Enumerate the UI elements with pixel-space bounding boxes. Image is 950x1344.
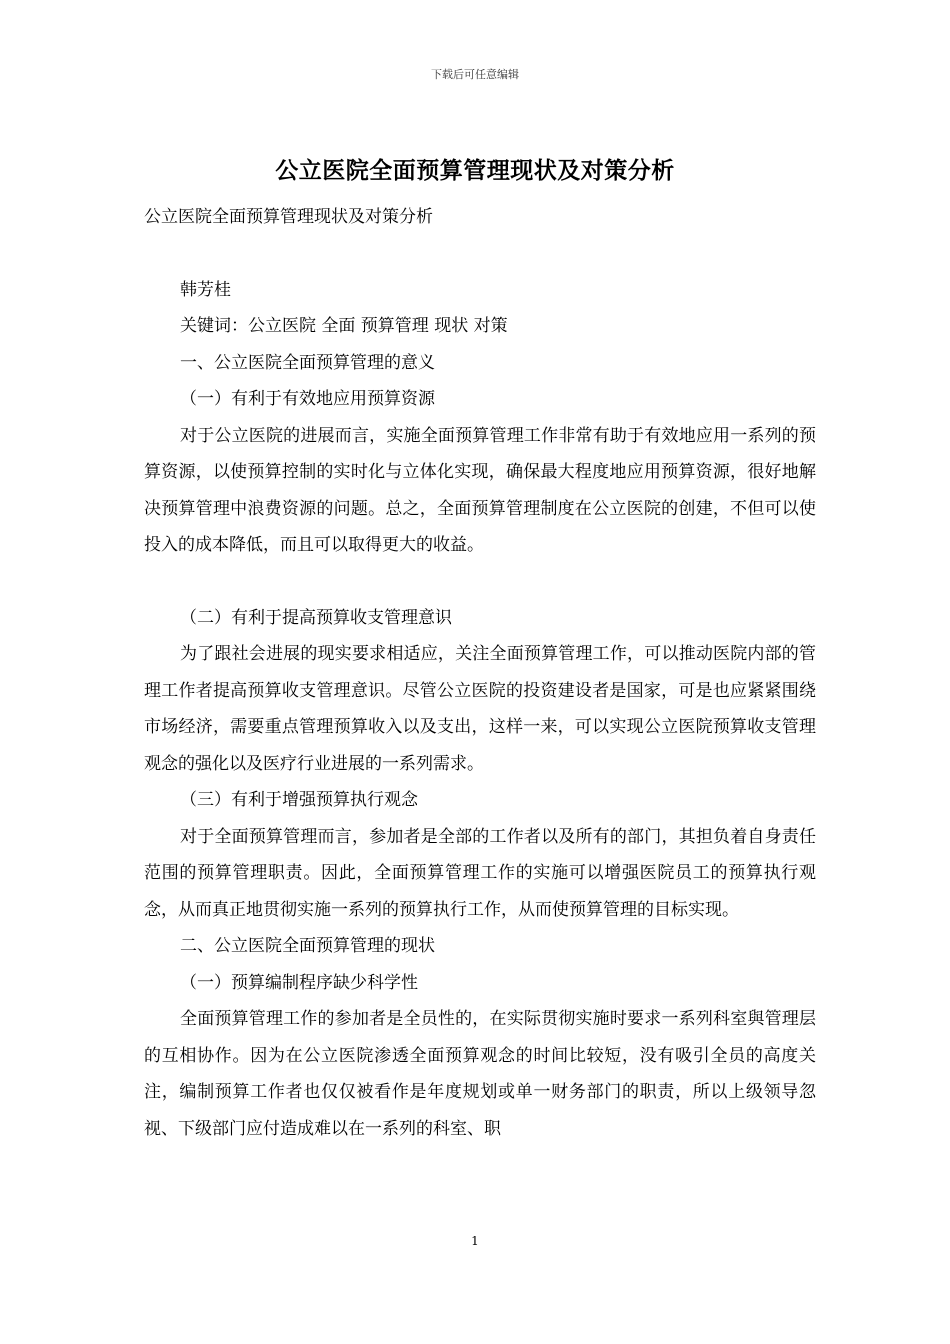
subtitle: 公立医院全面预算管理现状及对策分析 bbox=[144, 207, 433, 227]
section-2-1-heading: （一）预算编制程序缺少科学性 bbox=[180, 972, 418, 993]
keywords: 关键词：公立医院 全面 预算管理 现状 对策 bbox=[180, 316, 508, 336]
section-1-heading: 一、公立医院全面预算管理的意义 bbox=[180, 352, 435, 373]
section-1-1-body: 对于公立医院的进展而言，实施全面预算管理工作非常有助于有效地应用一系列的预算资源，以使预算控制的实时化与立体化实现，确保最大程度地应用预算资源，很好地解决预算管理中浪费资源的问题。总之，全面预算管理制度在公立医院的创建，不但可以使投入的成本降低，而且可以取得更大的收益。 bbox=[144, 425, 816, 555]
section-1-2-body: 为了跟社会进展的现实要求相适应，关注全面预算管理工作，可以推动医院内部的管理工作者提高预算收支管理意识。尽管公立医院的投资建设者是国家，可是也应紧紧围绕市场经济，需要重点管理预算收入以及支出，这样一来，可以实现公立医院预算收支管理观念的强化以及医疗行业进展的一系列需求。 bbox=[144, 644, 816, 774]
section-2-1-body: 全面预算管理工作的参加者是全员性的，在实际贯彻实施时要求一系列科室與管理层的互相协作。因为在公立医院渗透全面预算观念的时间比较短，没有吸引全员的高度关注，编制预算工作者也仅仅被看作是年度规划或单一财务部门的职责，所以上级领导忽视、下级部门应付造成难以在一系列的科室、职 bbox=[144, 1009, 816, 1139]
section-1-3-body: 对于全面预算管理而言，参加者是全部的工作者以及所有的部门，其担负着自身责任范围的预算管理职责。因此，全面预算管理工作的实施可以增强医院员工的预算执行观念，从而真正地贯彻实施一系列的预算执行工作，从而使预算管理的目标实现。 bbox=[144, 826, 816, 920]
section-1-3-heading: （三）有利于增强预算执行观念 bbox=[180, 790, 418, 810]
section-1-2-heading: （二）有利于提高预算收支管理意识 bbox=[180, 607, 452, 628]
document-body bbox=[144, 199, 816, 1147]
author: 韩芳桂 bbox=[180, 279, 231, 300]
section-2-heading: 二、公立医院全面预算管理的现状 bbox=[180, 936, 435, 956]
section-1-1-heading: （一）有利于有效地应用预算资源 bbox=[180, 389, 435, 409]
header-note: 下载后可任意编辑 bbox=[431, 68, 519, 81]
document-title: 公立医院全面预算管理现状及对策分析 bbox=[275, 157, 675, 184]
page-number: 1 bbox=[471, 1234, 479, 1248]
